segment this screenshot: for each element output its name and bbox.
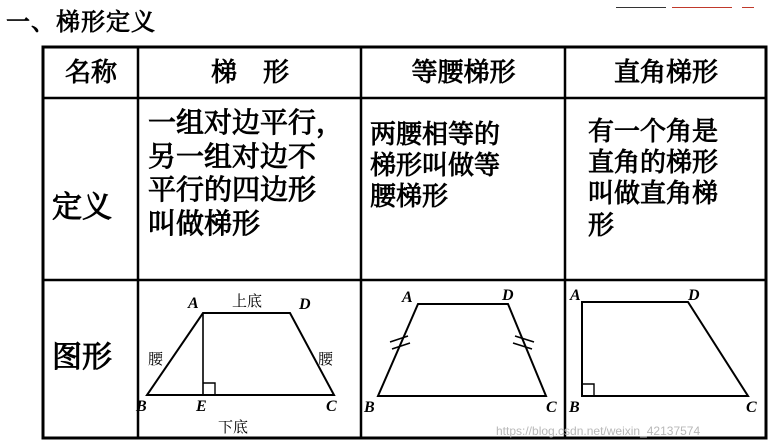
tick-right-1 bbox=[515, 336, 534, 342]
tick-right-2 bbox=[513, 343, 532, 349]
header-right-trapezoid: 直角梯形 bbox=[613, 58, 718, 88]
vertex-B: B bbox=[136, 398, 147, 415]
vertex-B: B bbox=[364, 399, 375, 416]
vertex-A: A bbox=[188, 295, 199, 312]
header-trapezoid: 梯 形 bbox=[210, 58, 289, 88]
vertex-E: E bbox=[196, 398, 207, 415]
figure-label: 图形 bbox=[52, 340, 112, 375]
trapezoid-figure bbox=[135, 292, 337, 436]
left-leg-label: 腰 bbox=[148, 350, 164, 368]
right-angle-mark bbox=[582, 384, 594, 396]
right-angle-mark bbox=[203, 383, 215, 395]
definition-right: 有一个角是 直角的梯形 叫做直角梯 形 bbox=[588, 117, 719, 241]
page-heading: 一、梯形定义 bbox=[6, 8, 156, 36]
vertex-C: C bbox=[746, 399, 757, 416]
right-leg-label: 腰 bbox=[318, 350, 334, 368]
right-trapezoid-shape bbox=[582, 302, 748, 396]
trapezoid-shape bbox=[147, 313, 334, 395]
vertex-D: D bbox=[299, 296, 311, 313]
isosceles-shape bbox=[378, 304, 546, 396]
definition-label: 定义 bbox=[52, 190, 112, 225]
definition-trapezoid: 一组对边平行， 另一组对边不 平行的四边形 叫做梯形 bbox=[148, 106, 345, 240]
header-name: 名称 bbox=[64, 58, 117, 88]
vertex-D: D bbox=[502, 287, 514, 304]
bottom-base-label: 下底 bbox=[218, 418, 249, 436]
definition-isosceles: 两腰相等的 梯形叫做等 腰梯形 bbox=[370, 120, 501, 213]
top-base-label: 上底 bbox=[232, 292, 263, 310]
vertex-C: C bbox=[546, 399, 557, 416]
vertex-A: A bbox=[570, 287, 581, 304]
isosceles-trapezoid-figure bbox=[363, 287, 557, 416]
vertex-B: B bbox=[569, 399, 580, 416]
vertex-D: D bbox=[688, 287, 700, 304]
header-isosceles-trapezoid: 等腰梯形 bbox=[411, 58, 516, 88]
watermark: https://blog.csdn.net/weixin_42137574 bbox=[496, 424, 701, 438]
vertex-C: C bbox=[326, 398, 337, 415]
vertex-A: A bbox=[402, 289, 413, 306]
tick-left-1 bbox=[390, 336, 408, 342]
right-trapezoid-figure bbox=[568, 287, 757, 416]
